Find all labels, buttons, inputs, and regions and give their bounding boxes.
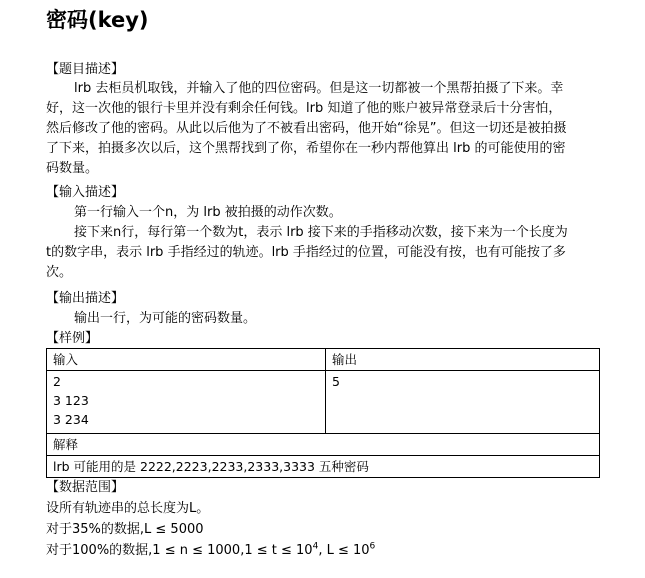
input-line: 第一行输入一个n，为 lrb 被拍摄的动作次数。: [74, 205, 342, 220]
sample-table: [46, 348, 600, 478]
output-line: 输出一行，为可能的密码数量。: [74, 311, 257, 326]
sample-input-line: 2: [53, 374, 61, 389]
description-line: 好，这一次他的银行卡里并没有剩余任何钱。lrb 知道了他的账户被异常登录后十分害怕，: [46, 101, 562, 116]
range-line3-text: 对于100%的数据,1 ≤ n ≤ 1000,1 ≤ t ≤ 10: [46, 543, 313, 558]
range-header: 【数据范围】: [46, 480, 125, 495]
sample-explain-label: 解释: [47, 434, 600, 456]
input-line: 次。: [46, 265, 73, 280]
input-line: t的数字串，表示 lrb 手指经过的轨迹。lrb 手指经过的位置，可能没有按，也有可能按了多: [46, 245, 566, 260]
sample-header: 【样例】: [46, 331, 99, 346]
input-line: 接下来n行，每行第一个数为t，表示 lrb 接下来的手指移动次数，接下来为一个长度为: [74, 225, 568, 240]
sample-header-row: [47, 349, 600, 371]
range-exponent: 4: [312, 541, 319, 552]
output-header: 【输出描述】: [46, 291, 125, 306]
range-body: [46, 498, 602, 561]
sample-input-line: 3 123: [53, 393, 89, 408]
sample-data-row: [47, 371, 600, 434]
sample-output-label: 输出: [326, 349, 600, 371]
sample-input-label: 输入: [47, 349, 326, 371]
sample-output-cell: [326, 371, 600, 434]
sample-input-line: 3 234: [53, 412, 89, 427]
range-line: 设所有轨迹串的总长度为L。: [46, 501, 210, 516]
sample-explain-label-row: [47, 434, 600, 456]
range-line3-text: , L ≤ 10: [318, 543, 370, 558]
input-body: [46, 203, 602, 283]
range-exponent: 6: [369, 541, 376, 552]
input-header: 【输入描述】: [46, 185, 125, 200]
description-line: 然后修改了他的密码。从此以后他为了不被看出密码，他开始“徐晃”。但这一切还是被拍摄: [46, 121, 567, 136]
page-title: 密码(key): [46, 8, 149, 32]
range-line: [46, 540, 602, 561]
output-body: [46, 309, 602, 329]
range-line: 对于35%的数据,L ≤ 5000: [46, 522, 204, 537]
description-header: 【题目描述】: [46, 62, 125, 77]
description-line: lrb 去柜员机取钱，并输入了他的四位密码。但是这一切都被一个黑帮拍摄了下来。幸: [74, 81, 564, 96]
description-line: 码数量。: [46, 161, 99, 176]
sample-output-line: 5: [332, 374, 340, 389]
sample-input-cell: [47, 371, 326, 434]
sample-explain-text: lrb 可能用的是 2222,2223,2233,2333,3333 五种密码: [47, 456, 600, 478]
description-line: 了下来，拍摄多次以后，这个黑帮找到了你，希望你在一秒内帮他算出 lrb 的可能使用的密: [46, 141, 566, 156]
description-body: [46, 79, 602, 179]
sample-explain-row: [47, 456, 600, 478]
